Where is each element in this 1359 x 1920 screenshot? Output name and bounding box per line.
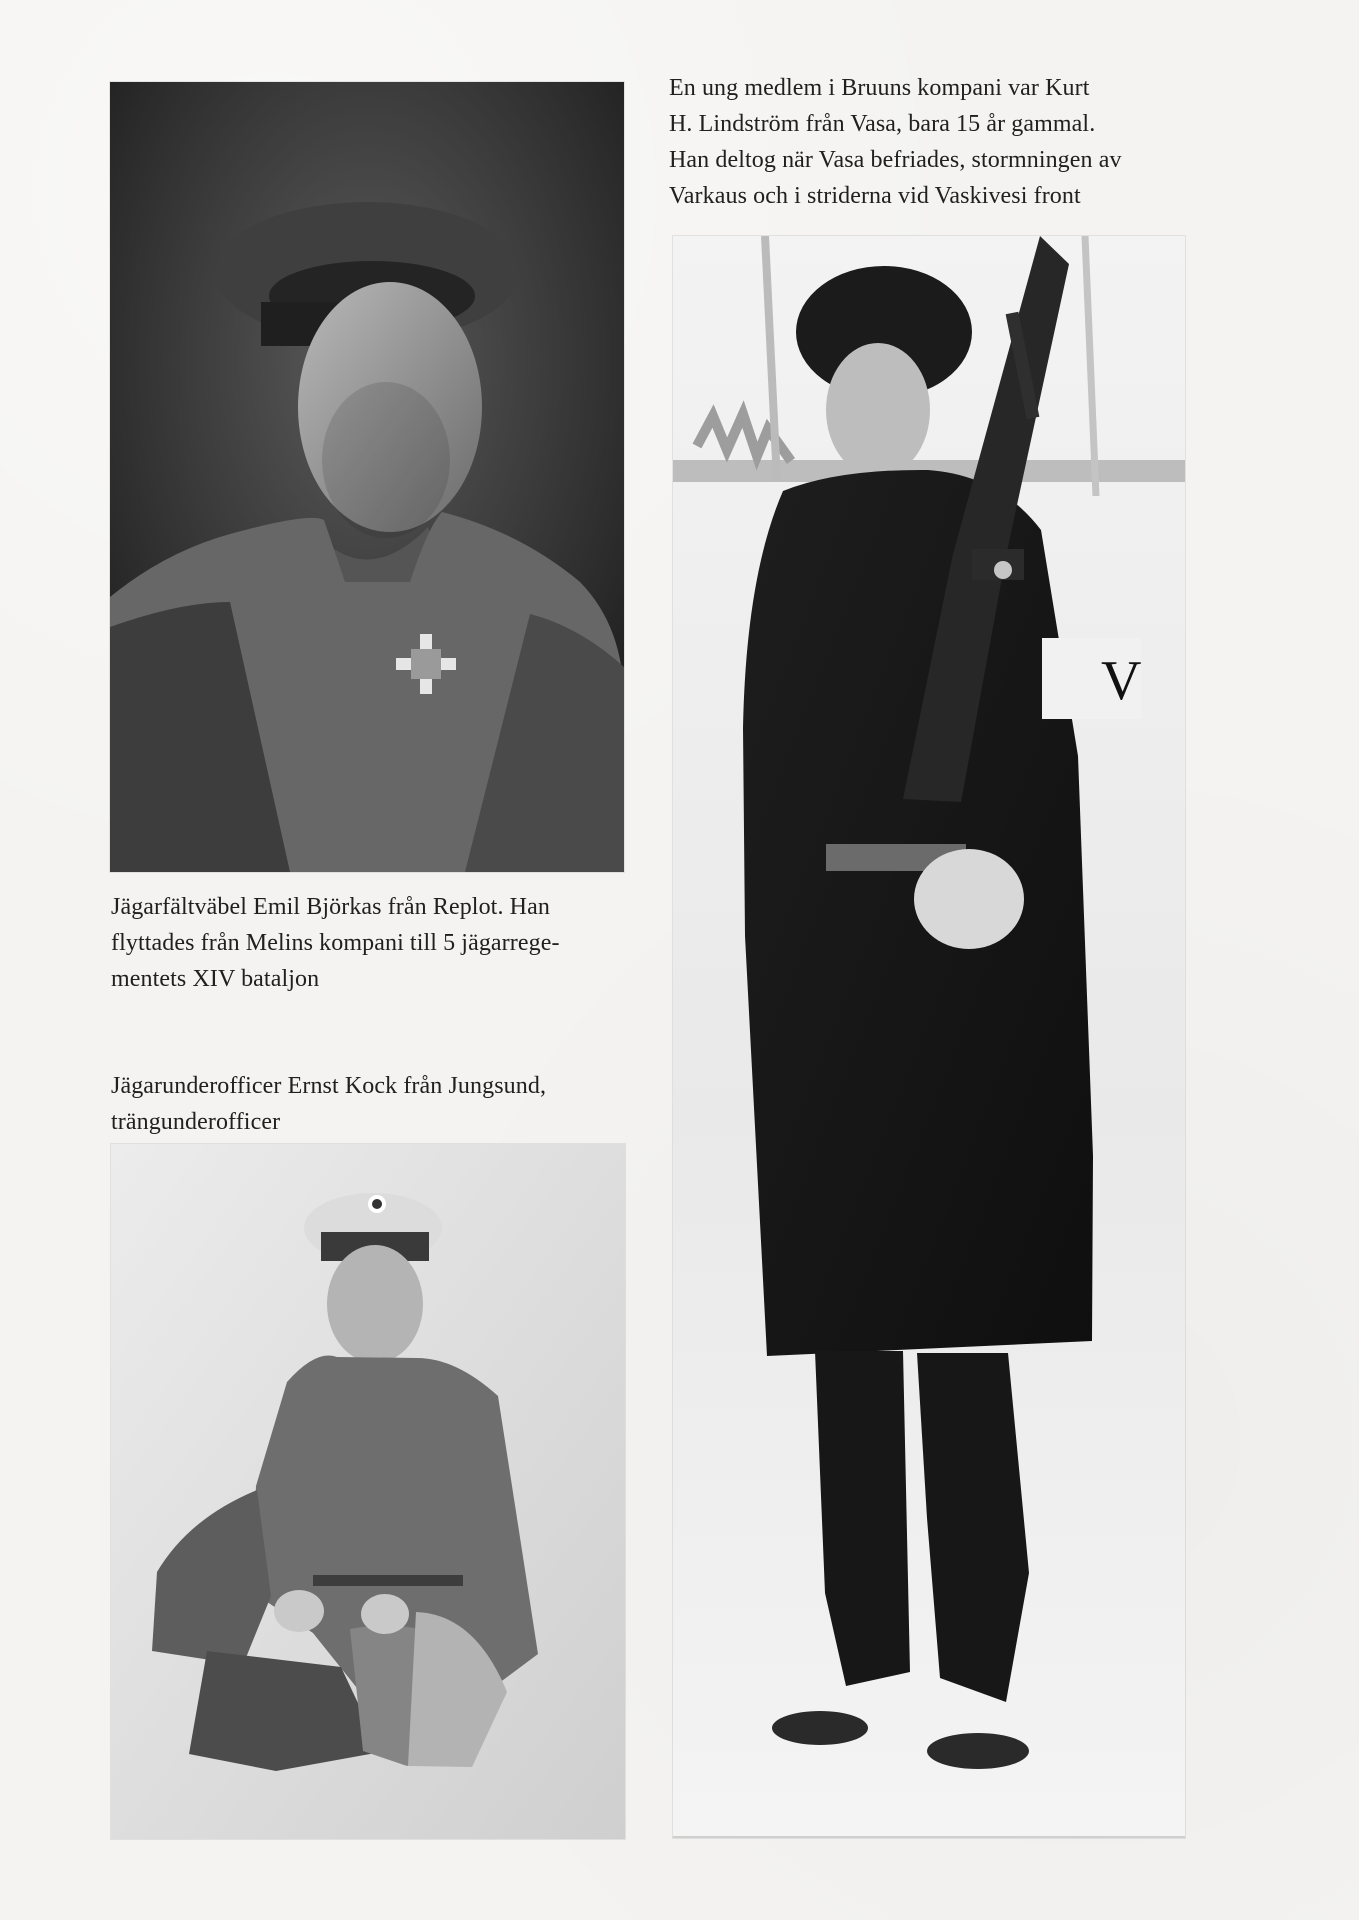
- photo-emil-bjorkas: [110, 82, 624, 872]
- svg-text:V: V: [1101, 650, 1142, 712]
- caption-line: Varkaus och i striderna vid Vaskivesi front: [669, 183, 1081, 209]
- caption-line: trängunderofficer: [111, 1109, 281, 1135]
- caption-kurt-lindstrom: [669, 70, 1189, 214]
- caption-line: Jägarunderofficer Ernst Kock från Jungsund,: [111, 1073, 547, 1099]
- photo-kurt-lindstrom: [673, 236, 1185, 1838]
- portrait-photo-icon: [110, 82, 624, 872]
- photo-ernst-kock: [111, 1144, 625, 1839]
- caption-line: Jägarfältväbel Emil Björkas från Replot. Han: [111, 894, 550, 920]
- caption-line: flyttades från Melins kompani till 5 jägarrege-: [111, 930, 560, 956]
- seated-soldier-photo-icon: [111, 1144, 625, 1839]
- caption-ernst-kock: [111, 1068, 631, 1140]
- caption-line: mentets XIV bataljon: [111, 966, 320, 992]
- caption-line: H. Lindström från Vasa, bara 15 år gammal.: [669, 111, 1096, 137]
- standing-boy-photo-icon: [673, 236, 1185, 1838]
- caption-line: Han deltog när Vasa befriades, stormningen av: [669, 147, 1122, 173]
- caption-emil-bjorkas: [111, 889, 631, 997]
- caption-line: En ung medlem i Bruuns kompani var Kurt: [669, 75, 1090, 101]
